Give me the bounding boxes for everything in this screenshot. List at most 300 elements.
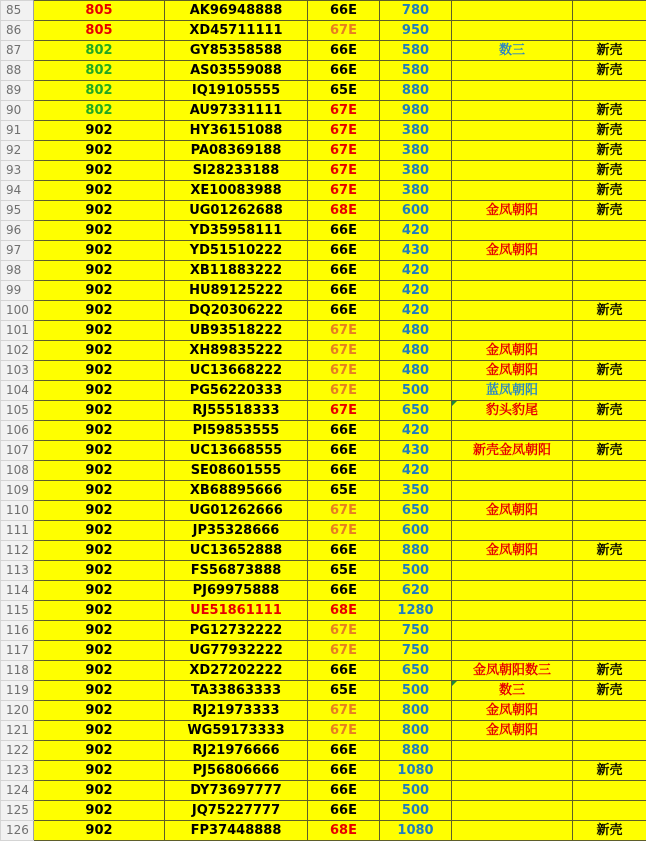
cell-price[interactable]: 380 (380, 161, 452, 181)
cell-price[interactable]: 620 (380, 581, 452, 601)
cell-code[interactable]: 902 (34, 241, 165, 261)
cell-note[interactable]: 数三 (452, 41, 573, 61)
cell-note[interactable]: 金凤朝阳 (452, 701, 573, 721)
cell-model[interactable]: 67E (308, 701, 380, 721)
cell-tag[interactable] (573, 741, 646, 761)
cell-code[interactable]: 902 (34, 381, 165, 401)
cell-note[interactable] (452, 621, 573, 641)
cell-note[interactable]: 金凤朝阳数三 (452, 661, 573, 681)
cell-price[interactable]: 750 (380, 621, 452, 641)
cell-note[interactable] (452, 321, 573, 341)
cell-plate[interactable]: UG01262666 (165, 501, 308, 521)
cell-price[interactable]: 480 (380, 361, 452, 381)
cell-model[interactable]: 66E (308, 301, 380, 321)
cell-plate[interactable]: UC13668555 (165, 441, 308, 461)
row-number[interactable]: 108 (1, 461, 34, 481)
cell-note[interactable] (452, 581, 573, 601)
cell-code[interactable]: 902 (34, 541, 165, 561)
cell-plate[interactable]: YD51510222 (165, 241, 308, 261)
cell-plate[interactable]: UG77932222 (165, 641, 308, 661)
table-row (1, 761, 646, 781)
cell-note[interactable] (452, 481, 573, 501)
cell-model[interactable]: 67E (308, 521, 380, 541)
cell-model[interactable]: 67E (308, 341, 380, 361)
cell-code[interactable]: 902 (34, 341, 165, 361)
cell-tag[interactable]: 新壳 (573, 61, 646, 81)
cell-code[interactable]: 902 (34, 441, 165, 461)
cell-tag[interactable] (573, 1, 646, 21)
cell-plate[interactable]: AK96948888 (165, 1, 308, 21)
cell-tag[interactable] (573, 261, 646, 281)
cell-plate[interactable]: UC13668222 (165, 361, 308, 381)
cell-model[interactable]: 66E (308, 801, 380, 821)
cell-price[interactable]: 420 (380, 221, 452, 241)
cell-price[interactable]: 880 (380, 541, 452, 561)
cell-code[interactable]: 902 (34, 521, 165, 541)
cell-code[interactable]: 902 (34, 421, 165, 441)
cell-plate[interactable]: UE51861111 (165, 601, 308, 621)
cell-note[interactable] (452, 261, 573, 281)
cell-model[interactable]: 68E (308, 601, 380, 621)
cell-note[interactable]: 金凤朝阳 (452, 501, 573, 521)
table-row (1, 661, 646, 681)
cell-tag[interactable] (573, 241, 646, 261)
cell-model[interactable]: 67E (308, 161, 380, 181)
table-row (1, 461, 646, 481)
cell-plate[interactable]: PJ69975888 (165, 581, 308, 601)
row-number[interactable]: 102 (1, 341, 34, 361)
cell-note[interactable]: 金凤朝阳 (452, 241, 573, 261)
cell-price[interactable]: 350 (380, 481, 452, 501)
cell-note[interactable] (452, 601, 573, 621)
cell-tag[interactable] (573, 561, 646, 581)
cell-note[interactable] (452, 561, 573, 581)
cell-tag[interactable]: 新壳 (573, 441, 646, 461)
cell-model[interactable]: 67E (308, 401, 380, 421)
row-number[interactable]: 120 (1, 701, 34, 721)
cell-note[interactable] (452, 801, 573, 821)
cell-plate[interactable]: SI28233188 (165, 161, 308, 181)
row-number[interactable]: 98 (1, 261, 34, 281)
row-number[interactable]: 93 (1, 161, 34, 181)
cell-code[interactable]: 902 (34, 361, 165, 381)
cell-plate[interactable]: XH89835222 (165, 341, 308, 361)
cell-price[interactable]: 800 (380, 721, 452, 741)
cell-code[interactable]: 902 (34, 481, 165, 501)
cell-price[interactable]: 800 (380, 701, 452, 721)
row-number[interactable]: 85 (1, 1, 34, 21)
cell-code[interactable]: 902 (34, 221, 165, 241)
cell-code[interactable]: 902 (34, 261, 165, 281)
cell-code[interactable]: 902 (34, 821, 165, 841)
cell-note[interactable] (452, 121, 573, 141)
cell-tag[interactable] (573, 81, 646, 101)
cell-price[interactable]: 500 (380, 381, 452, 401)
row-number[interactable]: 117 (1, 641, 34, 661)
cell-model[interactable]: 66E (308, 761, 380, 781)
cell-model[interactable]: 65E (308, 481, 380, 501)
cell-tag[interactable]: 新壳 (573, 821, 646, 841)
cell-model[interactable]: 67E (308, 641, 380, 661)
cell-model[interactable]: 66E (308, 781, 380, 801)
cell-model[interactable]: 67E (308, 381, 380, 401)
cell-note[interactable]: 金凤朝阳 (452, 721, 573, 741)
row-number[interactable]: 96 (1, 221, 34, 241)
row-number[interactable]: 122 (1, 741, 34, 761)
cell-code[interactable]: 902 (34, 721, 165, 741)
cell-code[interactable]: 902 (34, 581, 165, 601)
cell-tag[interactable] (573, 581, 646, 601)
row-number[interactable]: 91 (1, 121, 34, 141)
cell-code[interactable]: 802 (34, 61, 165, 81)
row-number[interactable]: 101 (1, 321, 34, 341)
cell-note[interactable]: 金凤朝阳 (452, 361, 573, 381)
row-number[interactable]: 107 (1, 441, 34, 461)
cell-plate[interactable]: UB93518222 (165, 321, 308, 341)
cell-tag[interactable]: 新壳 (573, 41, 646, 61)
cell-price[interactable]: 420 (380, 281, 452, 301)
row-number[interactable]: 105 (1, 401, 34, 421)
cell-note[interactable] (452, 301, 573, 321)
cell-plate[interactable]: XD45711111 (165, 21, 308, 41)
cell-price[interactable]: 430 (380, 441, 452, 461)
cell-code[interactable]: 802 (34, 101, 165, 121)
cell-note[interactable] (452, 181, 573, 201)
row-number[interactable]: 125 (1, 801, 34, 821)
cell-tag[interactable]: 新壳 (573, 401, 646, 421)
cell-plate[interactable]: XB11883222 (165, 261, 308, 281)
cell-plate[interactable]: SE08601555 (165, 461, 308, 481)
cell-plate[interactable]: FS56873888 (165, 561, 308, 581)
cell-model[interactable]: 66E (308, 461, 380, 481)
cell-price[interactable]: 420 (380, 421, 452, 441)
cell-price[interactable]: 480 (380, 341, 452, 361)
cell-tag[interactable] (573, 481, 646, 501)
row-number[interactable]: 104 (1, 381, 34, 401)
cell-note[interactable] (452, 641, 573, 661)
cell-code[interactable]: 902 (34, 681, 165, 701)
cell-model[interactable]: 66E (308, 261, 380, 281)
row-number[interactable]: 109 (1, 481, 34, 501)
cell-price[interactable]: 480 (380, 321, 452, 341)
cell-code[interactable]: 902 (34, 121, 165, 141)
cell-note[interactable] (452, 821, 573, 841)
cell-model[interactable]: 66E (308, 241, 380, 261)
cell-model[interactable]: 65E (308, 561, 380, 581)
cell-tag[interactable]: 新壳 (573, 101, 646, 121)
cell-code[interactable]: 902 (34, 461, 165, 481)
cell-tag[interactable] (573, 781, 646, 801)
cell-price[interactable]: 880 (380, 741, 452, 761)
cell-code[interactable]: 805 (34, 1, 165, 21)
cell-note[interactable] (452, 61, 573, 81)
cell-model[interactable]: 66E (308, 421, 380, 441)
cell-tag[interactable] (573, 461, 646, 481)
row-number[interactable]: 119 (1, 681, 34, 701)
cell-plate[interactable]: RJ21976666 (165, 741, 308, 761)
cell-code[interactable]: 805 (34, 21, 165, 41)
cell-note[interactable] (452, 101, 573, 121)
cell-model[interactable]: 65E (308, 681, 380, 701)
cell-tag[interactable] (573, 501, 646, 521)
cell-tag[interactable] (573, 281, 646, 301)
row-number[interactable]: 123 (1, 761, 34, 781)
cell-note[interactable] (452, 521, 573, 541)
cell-model[interactable]: 66E (308, 661, 380, 681)
cell-note[interactable]: 蓝凤朝阳 (452, 381, 573, 401)
cell-model[interactable]: 66E (308, 281, 380, 301)
cell-note[interactable]: 数三 (452, 681, 573, 701)
cell-model[interactable]: 68E (308, 821, 380, 841)
cell-price[interactable]: 980 (380, 101, 452, 121)
cell-model[interactable]: 66E (308, 541, 380, 561)
cell-code[interactable]: 802 (34, 41, 165, 61)
table-row (1, 121, 646, 141)
cell-tag[interactable]: 新壳 (573, 301, 646, 321)
cell-note[interactable] (452, 461, 573, 481)
cell-code[interactable]: 902 (34, 781, 165, 801)
cell-plate[interactable]: TA33863333 (165, 681, 308, 701)
cell-code[interactable]: 902 (34, 661, 165, 681)
row-number[interactable]: 99 (1, 281, 34, 301)
cell-price[interactable]: 950 (380, 21, 452, 41)
cell-note[interactable]: 金凤朝阳 (452, 201, 573, 221)
table-row (1, 481, 646, 501)
cell-code[interactable]: 902 (34, 801, 165, 821)
cell-plate[interactable]: HY36151088 (165, 121, 308, 141)
cell-price[interactable]: 380 (380, 141, 452, 161)
cell-note[interactable]: 金凤朝阳 (452, 541, 573, 561)
row-number[interactable]: 106 (1, 421, 34, 441)
cell-plate[interactable]: UG01262688 (165, 201, 308, 221)
cell-plate[interactable]: PG56220333 (165, 381, 308, 401)
cell-code[interactable]: 902 (34, 601, 165, 621)
cell-model[interactable]: 67E (308, 361, 380, 381)
cell-tag[interactable] (573, 341, 646, 361)
cell-code[interactable]: 902 (34, 141, 165, 161)
cell-tag[interactable] (573, 381, 646, 401)
cell-code[interactable]: 902 (34, 561, 165, 581)
cell-model[interactable]: 67E (308, 121, 380, 141)
cell-plate[interactable]: GY85358588 (165, 41, 308, 61)
cell-model[interactable]: 67E (308, 321, 380, 341)
cell-plate[interactable]: DY73697777 (165, 781, 308, 801)
cell-note[interactable] (452, 741, 573, 761)
cell-plate[interactable]: DQ20306222 (165, 301, 308, 321)
cell-tag[interactable] (573, 521, 646, 541)
cell-note[interactable] (452, 81, 573, 101)
cell-code[interactable]: 902 (34, 501, 165, 521)
cell-code[interactable]: 902 (34, 321, 165, 341)
cell-code[interactable]: 902 (34, 621, 165, 641)
row-number[interactable]: 94 (1, 181, 34, 201)
cell-model[interactable]: 67E (308, 101, 380, 121)
cell-price[interactable]: 420 (380, 261, 452, 281)
row-number[interactable]: 100 (1, 301, 34, 321)
cell-model[interactable]: 67E (308, 181, 380, 201)
cell-price[interactable]: 580 (380, 61, 452, 81)
cell-tag[interactable] (573, 601, 646, 621)
cell-plate[interactable]: FP37448888 (165, 821, 308, 841)
cell-note[interactable] (452, 141, 573, 161)
cell-model[interactable]: 66E (308, 221, 380, 241)
row-number[interactable]: 92 (1, 141, 34, 161)
row-number[interactable]: 112 (1, 541, 34, 561)
cell-note[interactable] (452, 161, 573, 181)
cell-code[interactable]: 902 (34, 181, 165, 201)
row-number[interactable]: 126 (1, 821, 34, 841)
cell-plate[interactable]: HU89125222 (165, 281, 308, 301)
cell-plate[interactable]: XD27202222 (165, 661, 308, 681)
cell-model[interactable]: 67E (308, 721, 380, 741)
cell-plate[interactable]: PG12732222 (165, 621, 308, 641)
row-number[interactable]: 121 (1, 721, 34, 741)
cell-plate[interactable]: XE10083988 (165, 181, 308, 201)
cell-model[interactable]: 66E (308, 441, 380, 461)
cell-tag[interactable] (573, 421, 646, 441)
cell-code[interactable]: 902 (34, 281, 165, 301)
cell-model[interactable]: 67E (308, 141, 380, 161)
cell-price[interactable]: 650 (380, 501, 452, 521)
cell-price[interactable]: 650 (380, 401, 452, 421)
cell-tag[interactable] (573, 21, 646, 41)
cell-code[interactable]: 902 (34, 161, 165, 181)
cell-plate[interactable]: XB68895666 (165, 481, 308, 501)
row-number[interactable]: 95 (1, 201, 34, 221)
cell-price[interactable]: 1280 (380, 601, 452, 621)
row-number[interactable]: 86 (1, 21, 34, 41)
cell-note[interactable] (452, 421, 573, 441)
cell-price[interactable]: 600 (380, 201, 452, 221)
cell-plate[interactable]: PJ56806666 (165, 761, 308, 781)
cell-tag[interactable]: 新壳 (573, 121, 646, 141)
cell-code[interactable]: 902 (34, 761, 165, 781)
cell-price[interactable]: 880 (380, 81, 452, 101)
cell-plate[interactable]: JP35328666 (165, 521, 308, 541)
cell-price[interactable]: 380 (380, 121, 452, 141)
cell-tag[interactable]: 新壳 (573, 141, 646, 161)
cell-price[interactable]: 420 (380, 301, 452, 321)
cell-price[interactable]: 1080 (380, 821, 452, 841)
cell-model[interactable]: 67E (308, 501, 380, 521)
row-number[interactable]: 113 (1, 561, 34, 581)
row-number[interactable]: 89 (1, 81, 34, 101)
row-number[interactable]: 103 (1, 361, 34, 381)
cell-plate[interactable]: PI59853555 (165, 421, 308, 441)
cell-model[interactable]: 68E (308, 201, 380, 221)
cell-plate[interactable]: UC13652888 (165, 541, 308, 561)
cell-note[interactable]: 新壳金凤朝阳 (452, 441, 573, 461)
row-number[interactable]: 110 (1, 501, 34, 521)
cell-price[interactable]: 1080 (380, 761, 452, 781)
cell-code[interactable]: 902 (34, 301, 165, 321)
cell-plate[interactable]: RJ21973333 (165, 701, 308, 721)
cell-note[interactable] (452, 761, 573, 781)
cell-price[interactable]: 750 (380, 641, 452, 661)
cell-price[interactable]: 500 (380, 681, 452, 701)
cell-code[interactable]: 902 (34, 201, 165, 221)
cell-tag[interactable]: 新壳 (573, 661, 646, 681)
cell-note[interactable]: 金凤朝阳 (452, 341, 573, 361)
cell-tag[interactable]: 新壳 (573, 761, 646, 781)
cell-model[interactable]: 66E (308, 581, 380, 601)
cell-plate[interactable]: IQ19105555 (165, 81, 308, 101)
table-row (1, 381, 646, 401)
cell-code[interactable]: 902 (34, 641, 165, 661)
row-number[interactable]: 90 (1, 101, 34, 121)
cell-note[interactable]: 豹头豹尾 (452, 401, 573, 421)
cell-tag[interactable] (573, 801, 646, 821)
cell-tag[interactable]: 新壳 (573, 161, 646, 181)
cell-tag[interactable]: 新壳 (573, 541, 646, 561)
row-number[interactable]: 111 (1, 521, 34, 541)
cell-note[interactable] (452, 781, 573, 801)
cell-price[interactable]: 600 (380, 521, 452, 541)
cell-price[interactable]: 420 (380, 461, 452, 481)
cell-code[interactable]: 902 (34, 701, 165, 721)
cell-plate[interactable]: WG59173333 (165, 721, 308, 741)
row-number[interactable]: 116 (1, 621, 34, 641)
cell-model[interactable]: 67E (308, 621, 380, 641)
cell-price[interactable]: 780 (380, 1, 452, 21)
cell-model[interactable]: 66E (308, 61, 380, 81)
row-number[interactable]: 97 (1, 241, 34, 261)
cell-tag[interactable] (573, 321, 646, 341)
cell-model[interactable]: 67E (308, 21, 380, 41)
cell-note[interactable] (452, 1, 573, 21)
row-number[interactable]: 124 (1, 781, 34, 801)
cell-price[interactable]: 580 (380, 41, 452, 61)
cell-code[interactable]: 802 (34, 81, 165, 101)
cell-plate[interactable]: AU97331111 (165, 101, 308, 121)
cell-model[interactable]: 66E (308, 1, 380, 21)
cell-model[interactable]: 65E (308, 81, 380, 101)
cell-tag[interactable]: 新壳 (573, 361, 646, 381)
cell-plate[interactable]: RJ55518333 (165, 401, 308, 421)
cell-plate[interactable]: JQ75227777 (165, 801, 308, 821)
cell-price[interactable]: 500 (380, 561, 452, 581)
cell-price[interactable]: 500 (380, 801, 452, 821)
cell-plate[interactable]: PA08369188 (165, 141, 308, 161)
cell-note[interactable] (452, 221, 573, 241)
row-number[interactable]: 115 (1, 601, 34, 621)
cell-tag[interactable] (573, 641, 646, 661)
cell-tag[interactable]: 新壳 (573, 181, 646, 201)
cell-note[interactable] (452, 281, 573, 301)
row-number[interactable]: 114 (1, 581, 34, 601)
cell-tag[interactable] (573, 701, 646, 721)
cell-price[interactable]: 430 (380, 241, 452, 261)
cell-model[interactable]: 66E (308, 741, 380, 761)
cell-code[interactable]: 902 (34, 741, 165, 761)
cell-plate[interactable]: YD35958111 (165, 221, 308, 241)
cell-price[interactable]: 650 (380, 661, 452, 681)
cell-price[interactable]: 500 (380, 781, 452, 801)
row-number[interactable]: 88 (1, 61, 34, 81)
cell-code[interactable]: 902 (34, 401, 165, 421)
cell-tag[interactable]: 新壳 (573, 681, 646, 701)
row-number[interactable]: 87 (1, 41, 34, 61)
cell-price[interactable]: 380 (380, 181, 452, 201)
cell-tag[interactable] (573, 721, 646, 741)
cell-tag[interactable]: 新壳 (573, 201, 646, 221)
cell-note[interactable] (452, 21, 573, 41)
row-number[interactable]: 118 (1, 661, 34, 681)
cell-plate[interactable]: AS03559088 (165, 61, 308, 81)
cell-model[interactable]: 66E (308, 41, 380, 61)
cell-tag[interactable] (573, 621, 646, 641)
cell-tag[interactable] (573, 221, 646, 241)
